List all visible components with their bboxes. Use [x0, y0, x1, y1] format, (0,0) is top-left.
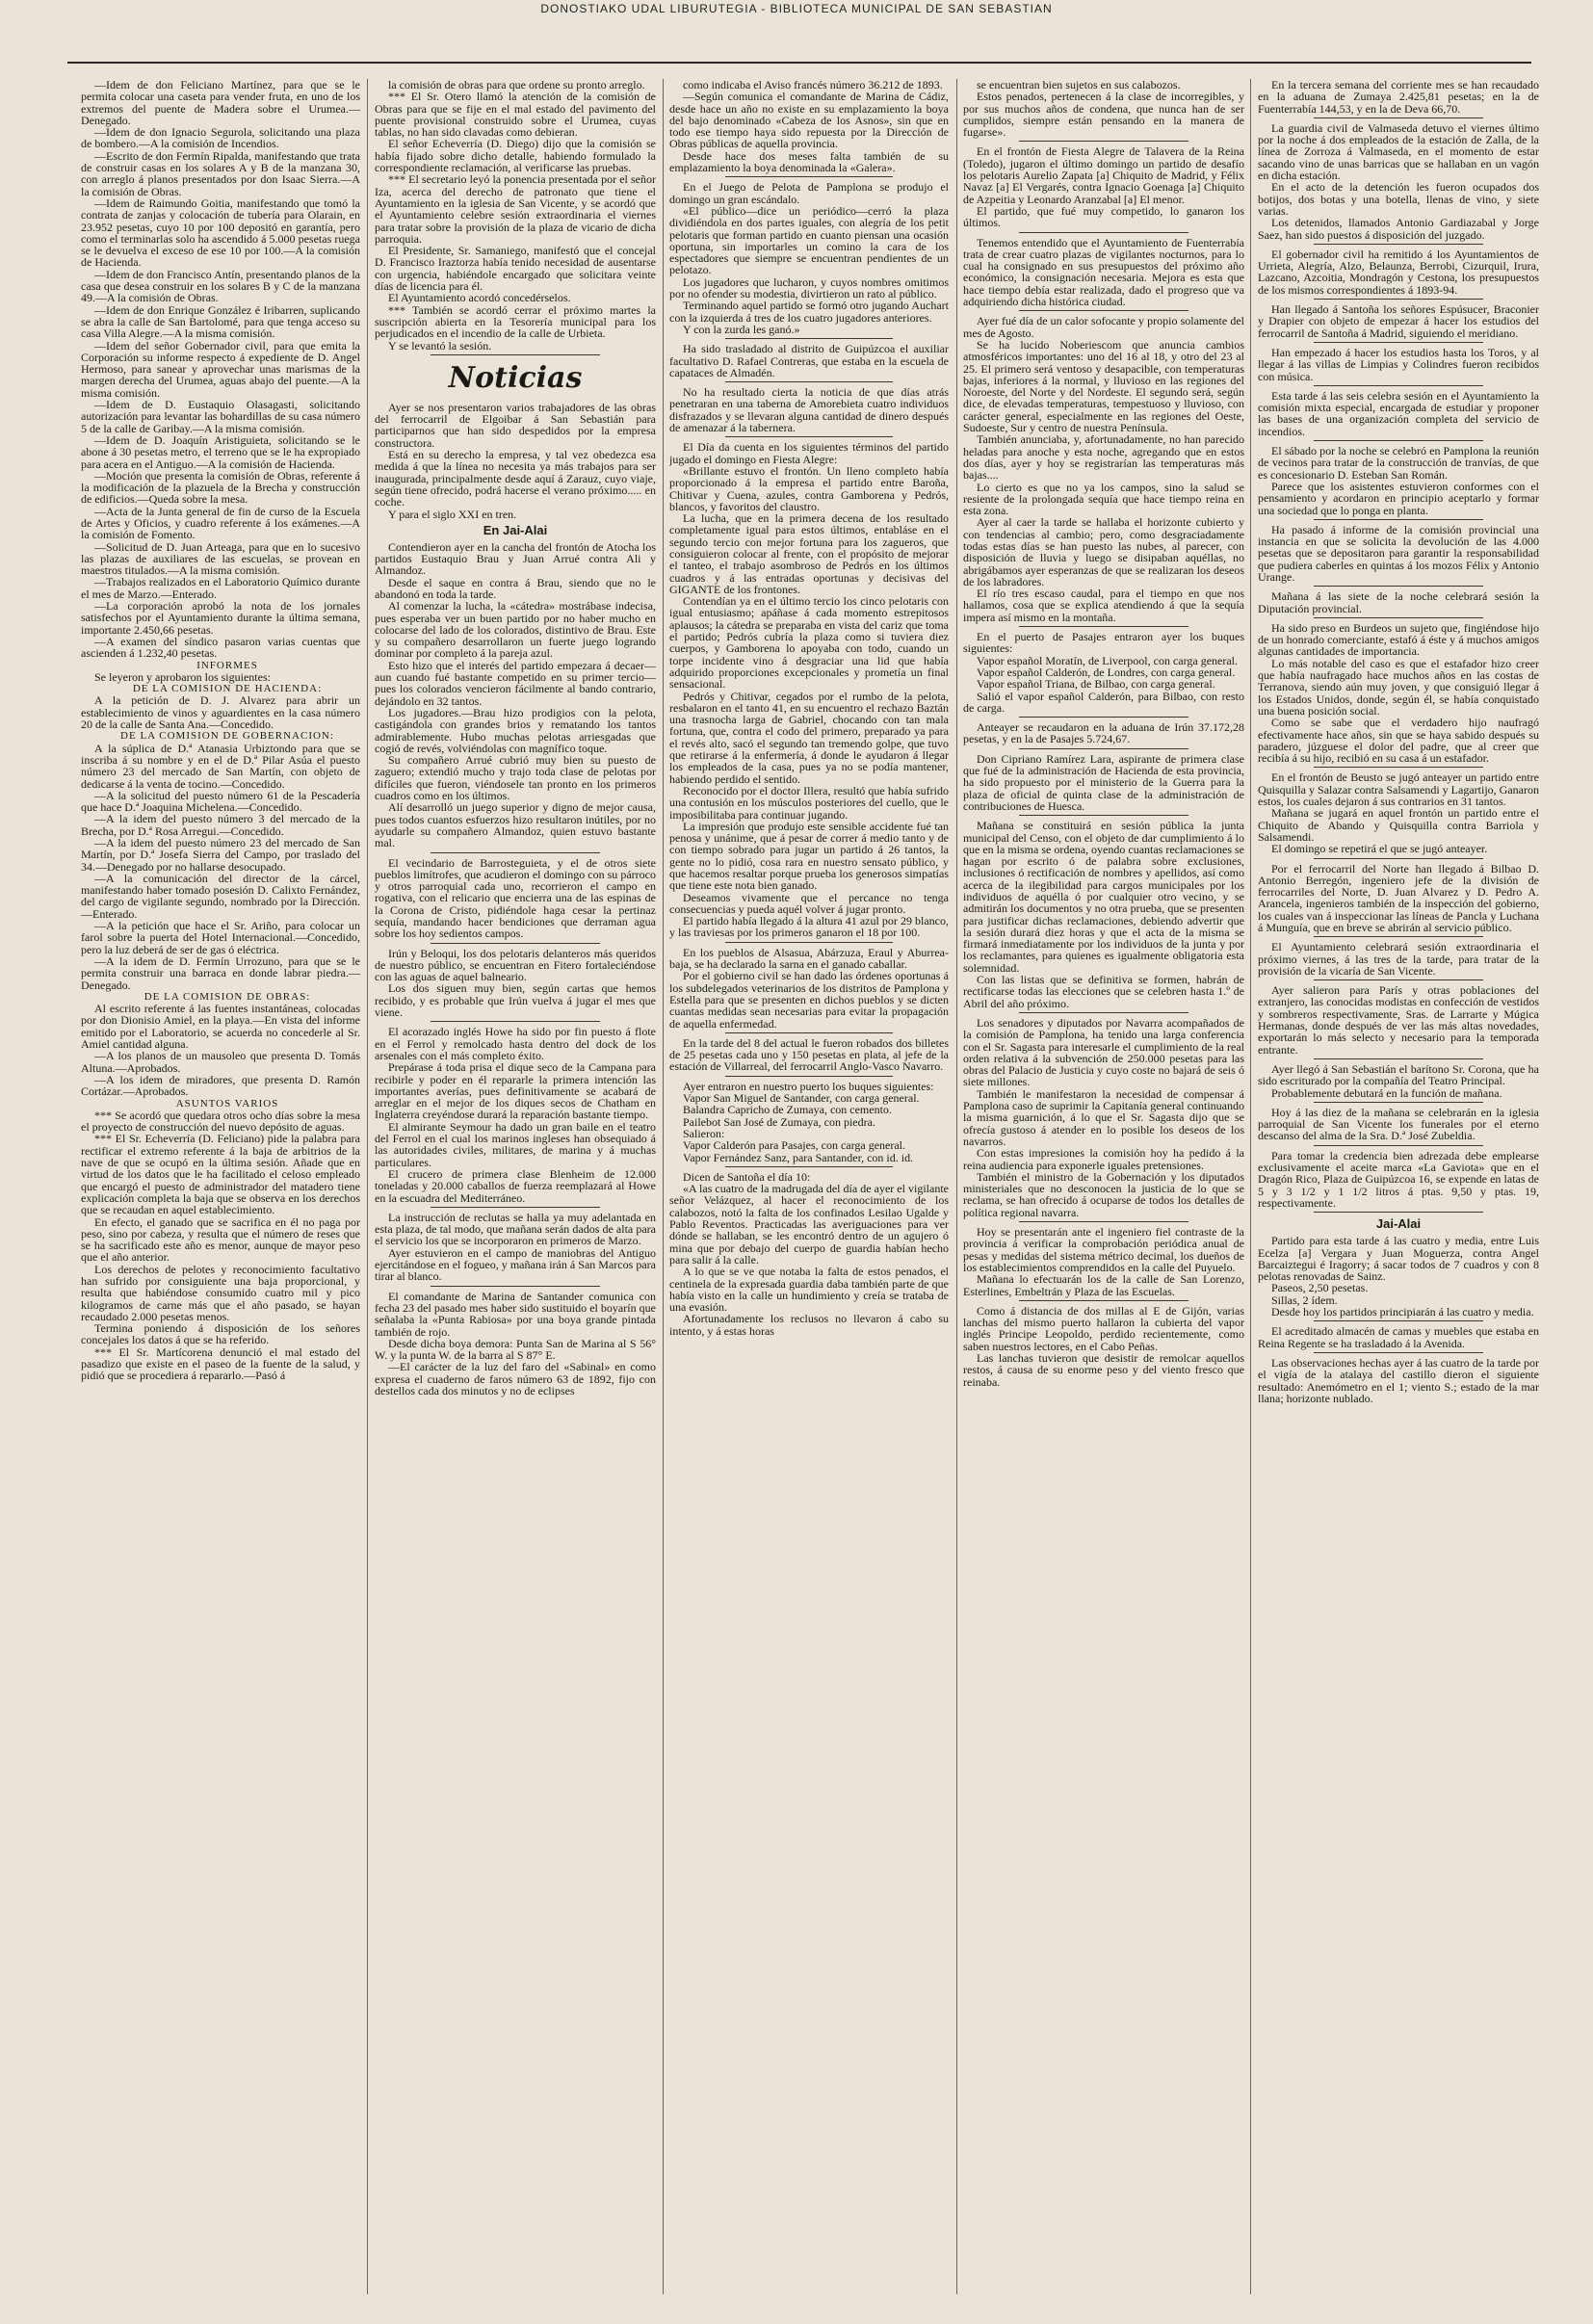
article-paragraph: Esta tarde á las seis celebra sesión en el Ayuntamiento la comisión mixta especial, encargada de estudiar y proponer las bases de una organización completa del servicio de incendios. — [1258, 388, 1539, 438]
column-2 — [375, 79, 656, 2304]
article-paragraph: —Solicitud de D. Juan Arteaga, para que en lo sucesivo las plazas de auxiliares de las escuelas, se provean en maestros titulados.—A la misma comisión. — [81, 539, 360, 578]
article-paragraph: El partido había llegado á la altura 41 azul por 29 blanco, y las traviesas por los primeros ganaron el 18 por 100. — [669, 914, 949, 940]
article-paragraph: Al escrito referente á las fuentes instantáneas, colocadas por don Dionisio Amiel, en la playa.—En vista del informe emitido por el Laboratorio, se acuerda no concederle al Sr. Amiel cantidad alguna. — [81, 1002, 360, 1052]
article-paragraph: Deseamos vivamente que el percance no tenga consecuencias y pueda aquél volver á jugar pronto. — [669, 890, 949, 916]
section-separator — [1314, 342, 1482, 343]
article-paragraph: —Idem de D. Eustaquio Olasagasti, solicitando autorización para levantar las bohardillas de su casa número 5 de la calle de Garibay.—A la misma comisión. — [81, 398, 360, 435]
section-separator — [725, 1076, 893, 1077]
article-paragraph: El almirante Seymour ha dado un gran baile en el teatro del Ferrol en el cual los marinos ingleses han obsequiado á las autoridades civiles, militares, de marina y á muchas particulares. — [375, 1119, 656, 1169]
section-separator — [1019, 626, 1188, 627]
article-paragraph: La guardia civil de Valmaseda detuvo el viernes último por la noche á dos empleados de la estación de Zalla, de la línea de Zorroza á Valmaseda, en el momento de estar sacando vino de unas barricas que se hallaban en un vagón en dicha estación. — [1258, 120, 1539, 183]
article-paragraph: *** El Sr. Otero llamó la atención de la comisión de Obras para que se fije en el mal estado del pavimento del puente provisional construido sobre el Urumea, cuyas tablas, no han sido clavadas como debieran. — [375, 90, 656, 140]
article-paragraph: —Trabajos realizados en el Laboratorio Químico durante el mes de Marzo.—Enterado. — [81, 575, 360, 601]
article-paragraph: *** El secretario leyó la ponencia presentada por el señor Iza, acerca del derecho de patronato que tiene el Ayuntamiento en la iglesia de San Vicente, y se acordó que el Ayuntamiento celebre sesión extraordinaria el viernes para tratar sobre la provisión de la plaza de vicario de dicha parroquia. — [375, 172, 656, 246]
article-paragraph: Vapor Fernández Sanz, para Santander, con id. id. — [683, 1150, 914, 1164]
article-paragraph: Mañana se jugará en aquel frontón un partido entre el Chiquito de Abando y Quisquilla contra Barriola y Salsamendi. — [1258, 806, 1539, 844]
article-paragraph: El señor Echeverría (D. Diego) dijo que la comisión se había fijado sobre dicho detalle, habiendo formulado la correspondiente reclamación, al verificarse las pruebas. — [375, 137, 656, 175]
article-paragraph: «A las cuatro de la madrugada del día de ayer el vigilante señor Velázquez, al hacer el reconocimiento de los calabozos, notó la falta de los confinados Lesilao Ugalde y Pablo Reventos. Practicadas las averiguaciones para ver dónde se hallaban, se les encontró dentro de un agujero ó mina que por debajo del cuerpo de guardia habían hecho para salir á la calle. — [669, 1182, 949, 1266]
section-separator — [1019, 717, 1188, 718]
article-paragraph: Ayer estuvieron en el campo de maniobras del Antiguo ejercitándose en el fogueo, y mañana irán á San Marcos para tirar al blanco. — [375, 1245, 656, 1284]
article-paragraph: «El público—dice un periódico—cerró la plaza dividiéndola en dos partes iguales, con alegría de los petit pelotaris que forman partido en cuanto piensan una ocasión oportuna, sin importarles un comino la cara de los espectadores que siempre se encuentran pendientes de un pelotazo. — [669, 203, 949, 277]
section-separator — [1019, 232, 1188, 233]
article-paragraph: Las lanchas tuvieron que desistir de remolcar aquellos restos, á causa de su enorme peso y del viento fresco que reinaba. — [963, 1350, 1244, 1389]
article-paragraph: —El carácter de la luz del faro del «Sabinal» en como expresa el cuaderno de faros número 63 de 1892, fijo con destellos cada dos minutos y no de eclipses — [375, 1360, 656, 1397]
section-separator — [1314, 1352, 1482, 1353]
article-paragraph: El Presidente, Sr. Samaniego, manifestó que el concejal D. Francisco Iraztorza había tenido necesidad de ausentarse con urgencia, habiéndole encargado que solicitara veinte días de licencia para él. — [375, 244, 656, 294]
article-paragraph: Con las listas que se definitiva se formen, habrán de rectificarse todas las elecciones que se celebren hasta 1.º de Abril del año próximo. — [963, 973, 1244, 1010]
article-paragraph: Vapor español Moratín, de Liverpool, con carga general. — [977, 653, 1239, 667]
article-paragraph: Desde dicha boya demora: Punta San de Marina al S 56° W. y la punta W. de la barra al S 87° E. — [375, 1336, 656, 1363]
section-separator — [1019, 1221, 1188, 1222]
article-paragraph: Alí desarrolló un juego superior y digno de mejor causa, pues todos cuantos esfuerzos hizo resultaron inútiles, por no ayudarle su compañero Almandoz, quien estuvo bastante mal. — [375, 800, 656, 850]
article-paragraph: También el ministro de la Gobernación y los diputados ministeriales que no desconocen la justicia de lo que se reclama, se han ofrecido á ocuparse de todos los detalles de política regional navarra. — [963, 1169, 1244, 1219]
subsection-heading: DE LA COMISION DE GOBERNACION: — [120, 730, 334, 743]
section-separator — [1019, 141, 1188, 142]
section-separator — [1019, 1300, 1188, 1301]
article-paragraph: Estos penados, pertenecen á la clase de incorregibles, y por sus muchos años de condena, que nunca han de ser cumplidos, siempre están pensando en la manera de fugarse». — [963, 90, 1244, 140]
article-paragraph: Y se levantó la sesión. — [388, 338, 492, 353]
article-paragraph: Prepárase á toda prisa el dique seco de la Campana para recibirle y poder en él repararle la primera intención las importantes averías, pues definitivamente se acabará de arreglar en el mejor de los diques secos de Chatham en Inglaterra creyéndose durará la reparación bastante tiempo. — [375, 1060, 656, 1122]
article-paragraph: El acreditado almacén de camas y muebles que estaba en Reina Regente se ha trasladado á la Avenida. — [1258, 1324, 1539, 1350]
article-paragraph: Pedrós y Chitivar, cegados por el rumbo de la pelota, resbalaron en el tanto 41, en su encuentro el rechazo Baztán una trasnocha larga de Gabriel, chocando con tan mala fortuna, que, contra el codo del primero, preparado ya para el revés alto, sacó el segundo tan tremendo golpe, que tuvo que retirarse á la enfermería, á donde le ayudaron á llegar los empleados de la casa, pues ya no se podía mantener, habiendo perdido el sentido. — [669, 689, 949, 786]
article-paragraph: Irún y Beloqui, los dos pelotaris delanteros más queridos de nuestro público, se encuentran en Fitero fortaleciéndose con las aguas de aquel balneario. — [375, 946, 656, 984]
section-separator — [1314, 519, 1482, 520]
article-paragraph: Por el ferrocarril del Norte han llegado á Bilbao D. Antonio Berregón, ingeniero jefe de la división de ferrocarriles del Norte, D. Juan Alvarez y D. Pedro A. Arancela, ingenieros también de la inspección del gobierno, los cuales van á inspeccionar las líneas de Pancla y Luchana á Munguía, que en breve se abrirán al servicio público. — [1258, 861, 1539, 934]
article-paragraph: Mañana lo efectuarán los de la calle de San Lorenzo, Esterlines, Embeltrán y Plaza de las Escuelas. — [963, 1272, 1244, 1298]
article-paragraph: A la súplica de D.ª Atanasia Urbiztondo para que se inscriba á su nombre y en el de D.ª Pilar Asúa el puesto número 23 del mercado de San Martín, con objeto de dedicarse á la venta de tocino.—Concedido. — [81, 741, 360, 791]
article-paragraph: Mañana se constituirá en sesión pública la junta municipal del Censo, con el objeto de dar cumplimiento á lo que en la misma se ordena, oyendo cuantas reclamaciones se hagan por escrito ó de palabra sobre exclusiones, inclusiones ó rectificación de nombres y apellidos, así como acerca de la ilegibilidad para cargos municipales por los individuos de aquélla ó por cualquier otro vecino, y se admitirán los documentos y no otra prueba, que se presenten para justificar dichas reclamaciones, debiendo advertir que la sesión durará diez horas y que el acta de la misma se firmará inmediatamente por los individuos de la junta y por los reclamantes, para quienes es igualmente obligatoria esta solemnidad. — [963, 819, 1244, 975]
article-paragraph: Está en su derecho la empresa, y tal vez obedezca esa medida á que la línea no necesita ya más trabajos para ser inaugurada, principalmente desde aquí á Zarauz, cuyo viaje, según tiene ofrecido, podrá hacerse el verano próximo..... en coche. — [375, 448, 656, 509]
article-paragraph: El comandante de Marina de Santander comunica con fecha 23 del pasado mes haber sido sustituido el boyarín que señalaba la «Punta Rabiosa» por una boya grande pintada también de rojo. — [375, 1289, 656, 1339]
article-paragraph: —Escrito de don Fermín Ripalda, manifestando que trata de construir casas en los solares A y B de la manzana 30, con arreglo á planos presentados por don Isaac Sierra.—A la comisión de Obras. — [81, 148, 360, 198]
section-separator — [1314, 440, 1482, 441]
article-paragraph: Paseos, 2,50 pesetas. — [1271, 1281, 1369, 1295]
article-paragraph: Hoy se presentarán ante el ingeniero fiel contraste de la provincia á verificar la comprobación periódica anual de pesas y medidas del sistema métrico decimal, los dueños de los establecimientos comprendidos en la calle del Puyuelo. — [963, 1225, 1244, 1274]
section-separator — [431, 943, 599, 944]
article-paragraph: El partido, que fué muy competido, lo ganaron los últimos. — [963, 203, 1244, 230]
section-separator — [1019, 815, 1188, 816]
column-divider — [367, 79, 368, 2294]
article-paragraph: En el frontón de Beusto se jugó anteayer un partido entre Quisquilla y Salazar contra Salsamendi y Lagartijo, Ganaron estos, los cuales dejaron á sus contrarios en 31 tantos. — [1258, 770, 1539, 809]
section-separator — [1314, 858, 1482, 859]
article-paragraph: —Idem de don Francisco Antín, presentando planos de la casa que desea construir en los solares B y C de la manzana 49.—A la comisión de Obras. — [81, 267, 360, 305]
article-paragraph: En la tarde del 8 del actual le fueron robados dos billetes de 25 pesetas cada uno y 150 pesetas en plata, al jefe de la estación de Villarreal, del ferrocarril Anglo-Vasco Navarro. — [669, 1035, 949, 1074]
section-separator — [1314, 1212, 1482, 1213]
article-paragraph: Salieron: — [683, 1126, 725, 1140]
article-paragraph: La impresión que produjo este sensible accidente fué tan penosa y unánime, que á pesar de correr á medio tanto y de con tiempo sobrado para jugar un partido á 26 tantos, la gente no lo pidió, cosa rara en nuestro sensato público, y que hacemos resaltar porque prueba los generosos simpatías que tiene este nota bien ganado. — [669, 819, 949, 893]
column-1 — [81, 79, 360, 2304]
article-paragraph: Para tomar la credencia bien adrezada debe emplearse exclusivamente el aceite marca «La Gaviota» que en el Dragón Rico, Plaza de Guipúzcoa 16, se expende en latas de 5 y 3 1/2 y 1 1/2 litros á ptas. 9,50 y ptas. 19, respectivamente. — [1258, 1148, 1539, 1210]
section-separator — [1314, 1145, 1482, 1146]
article-paragraph: —Idem de Raimundo Goitia, manifestando que tomó la contrata de zanjas y colocación de tubería para Olarain, en 23.952 pesetas, cuyo 10 por 100 depositó en garantía, pero como el terminarlas solo ha ascendido á 5.000 pesetas ruega se le devuelva el exceso de ese 10 por 100.—A la comisión de Hacienda. — [81, 196, 360, 270]
article-paragraph: Ha pasado á informe de la comisión provincial una instancia en que se solicita la devolución de las 4.000 pesetas que se depositaron para garantir la responsabilidad que pudiera caberles en quintas á los mozos Félix y Antonio Urange. — [1258, 522, 1539, 584]
archive-watermark-header: DONOSTIAKO UDAL LIBURUTEGIA - BIBLIOTECA MUNICIPAL DE SAN SEBASTIAN — [540, 2, 1053, 15]
article-paragraph: El Día da cuenta en los siguientes términos del partido jugado el domingo en Fiesta Alegre: — [669, 440, 949, 466]
section-separator — [1314, 767, 1482, 768]
section-separator — [725, 436, 893, 437]
section-separator — [1314, 1102, 1482, 1103]
article-paragraph: A la petición de D. J. Alvarez para abrir un establecimiento de vinos y aguardientes en la casa número 20 de la calle de Santa Ana.—Concedido. — [81, 693, 360, 732]
column-5 — [1258, 79, 1539, 2304]
article-paragraph: El crucero de primera clase Blenheim de 12.000 toneladas y 20.000 caballos de fuerza reemplazará al Howe en la escuadra del Mediterráneo. — [375, 1166, 656, 1205]
article-paragraph: Hoy á las diez de la mañana se celebrarán en la iglesia parroquial de San Vicente los funerales por el eterno descanso del alma de la Sra. D.ª José Zubeldia. — [1258, 1105, 1539, 1143]
article-paragraph: —La corporación aprobó la nota de los jornales satisfechos por el Ayuntamiento durante la última semana, importante 2.450,66 pesetas. — [81, 599, 360, 637]
section-separator — [431, 852, 599, 853]
subsection-heading: DE LA COMISION DE OBRAS: — [144, 990, 311, 1003]
article-paragraph: Ha sido trasladado al distrito de Guipúzcoa el auxiliar facultativo D. Rafael Contreras, que estaba en la escuela de capataces de Almadén. — [669, 342, 949, 379]
article-paragraph: Reconocido por el doctor Illera, resultó que había sufrido una contusión en los músculos posteriores del cuello, que le imposibilitaba para continuar jugando. — [669, 783, 949, 822]
article-paragraph: Y para el siglo XXI en tren. — [388, 507, 517, 521]
article-paragraph: Ayer salieron para París y otras poblaciones del extranjero, las conocidas modistas en confección de vestidos y sombreros respectivamente, Sras. de Larrarte y Múgica Hermanas, donde después de ver las más altas novedades, exportarán lo más selecto y necesario para la temporada entrante. — [1258, 983, 1539, 1057]
article-paragraph: Vapor español Triana, de Bilbao, con carga general. — [977, 677, 1215, 692]
article-paragraph: Y con la zurda les ganó.» — [683, 322, 800, 336]
section-separator — [1314, 586, 1482, 587]
article-paragraph: El gobernador civil ha remitido á los Ayuntamientos de Urrieta, Alegría, Alzo, Belaunza, Berrobi, Cizurquil, Irura, Lazcano, Azcoitia, Mondragón y Cestona, los presupuestos de los mismos correspondientes á 1893-94. — [1258, 247, 1539, 297]
subsection-heading: DE LA COMISION DE HACIENDA: — [132, 683, 323, 695]
article-paragraph: La instrucción de reclutas se halla ya muy adelantada en esta plaza, de tal modo, que mañana serán dados de alta para el servicio los que se incorporaron en primeros de Marzo. — [375, 1210, 656, 1248]
section-separator — [1314, 936, 1482, 937]
section-separator — [1314, 1320, 1482, 1321]
section-masthead: Noticias — [448, 360, 583, 395]
article-paragraph: Contendían ya en el último tercio los cinco pelotaris con igual entusiasmo; apáñase á cada momento estrepitosos aplausos; la cátedra se preparaba en vista del cariz que toma el partido; Pedrós cubría la plaza como si tuviera diez cuerpos, y Gamborena lo apoyaba con todo, cuando un torpe incidente vino á desgraciar una lid que había adquirido proporciones excepcionales y prometía un final sensacional. — [669, 594, 949, 692]
article-paragraph: Las observaciones hechas ayer á las cuatro de la tarde por el vigía de la atalaya del castillo dieron el siguiente resultado: Anemómetro en el 1; viento S.; estado de la mar llana; horizonte nublado. — [1258, 1355, 1539, 1405]
article-paragraph: A lo que se ve que notaba la falta de estos penados, el centinela de la expresada guardia daba también parte de que había visto en la calle un hundimiento y creía se trataba de una evasión. — [669, 1265, 949, 1315]
article-paragraph: Ayer al caer la tarde se hallaba el horizonte cubierto y con tendencias al cambio; pero, como desgraciadamente todas estas días se han puesto las nubes, al parecer, con disposición de lluvia y luego se disipaban aquéllas, no abrigábamos ayer esperanzas de que se realizaran los deseos de los labradores. — [963, 515, 1244, 588]
article-paragraph: como indicaba el Aviso francés número 36.212 de 1893. — [683, 79, 943, 91]
article-paragraph: La lucha, que en la primera decena de los resultado completamente igual para estos últimos, entabláse en el segundo tercio con mejor fortuna para los zagueros, que consiguieron colocar al frente, con el propósito de mejorar el tanteo, el trabajo asombroso de Pedrós en los últimos cuadros y á las entradas oportunas y decisivas del GIGANTE de los frontones. — [669, 511, 949, 596]
article-paragraph: —A la petición que hace el Sr. Ariño, para colocar un farol sobre la puerta del Hotel Internacional.—Concedido, pero la luz deberá de ser de gas ó eléctrica. — [81, 919, 360, 956]
section-separator — [725, 381, 893, 382]
section-separator — [725, 1032, 893, 1033]
article-paragraph: Balandra Capricho de Zumaya, con cemento. — [683, 1103, 892, 1117]
article-paragraph: Parece que los asistentes estuvieron conformes con el pensamiento y acordaron en principio aceptarlo y formar una sociedad que lo ponga en planta. — [1258, 479, 1539, 517]
article-paragraph: *** El Sr. Echeverría (D. Feliciano) pide la palabra para rectificar el extremo referente á la baja de arbitrios de la nave de que se ocupó en la última sesión. Añade que en virtud de los datos que le ha facilitado el celoso empleado que encargó el puesto de administrador del matadero tiene explicación completa la baja que se observa en los derechos que se recaudan en aquel establecimiento. — [81, 1132, 360, 1217]
article-paragraph: Vapor Calderón para Pasajes, con carga general. — [683, 1138, 906, 1153]
article-paragraph: —Moción que presenta la comisión de Obras, referente á la modificación de la plazuela de la Brecha y construcción de edificios.—Queda sobre la mesa. — [81, 468, 360, 507]
article-paragraph: Afortunadamente los reclusos no llevaron á cabo su intento, y á estas horas — [669, 1312, 949, 1338]
article-paragraph: Desde el saque en contra á Brau, siendo que no le abandonó en toda la tarde. — [375, 575, 656, 601]
article-paragraph: —A examen del síndico pasaron varias cuentas que ascienden á 1.232,40 pesetas. — [81, 634, 360, 661]
article-paragraph: —A la idem de D. Fermín Urrozuno, para que se le permita construir una barraca en donde labrar piedra.—Denegado. — [81, 953, 360, 992]
article-paragraph: Mañana á las siete de la noche celebrará sesión la Diputación provincial. — [1258, 589, 1539, 615]
article-paragraph: Los detenidos, llamados Antonio Gardiazabal y Jorge Saez, han sido puestos á disposición del juzgado. — [1258, 216, 1539, 242]
article-paragraph: También le manifestaron la necesidad de compensar á Pamplona caso de suprimir la Capitanía general continuando la misma guarnición, á lo que el Sr. Sagasta dijo que se ofrecía gustoso á atender en lo posible los deseos de los navarros. — [963, 1086, 1244, 1148]
section-separator — [431, 1286, 599, 1287]
subsection-heading: INFORMES — [196, 659, 258, 671]
article-paragraph: Los derechos de pelotes y reconocimiento facultativo han sufrido por consiguiente una baja proporcional, y resulta que habiéndose consumido cuatro mil y pico kilogramos de carne más que el año pasado, se hayan recaudado 2.000 pesetas menos. — [81, 1262, 360, 1323]
article-paragraph: —Idem de don Feliciano Martínez, para que se le permita colocar una caseta para vender fruta, en uno de los extremos del puente de Madera sobre el Urumea.—Denegado. — [81, 79, 360, 127]
article-paragraph: El Ayuntamiento acordó concedérselos. — [388, 291, 571, 305]
article-paragraph: En efecto, el ganado que se sacrifica en él no paga por peso, sino por cabeza, y resulta que el número de reses que se ha sacrificado este año es menor, aunque de mayor peso que el año anterior. — [81, 1214, 360, 1265]
column-divider — [1250, 79, 1251, 2294]
article-paragraph: Han llegado á Santoña los señores Espúsucer, Braconier y Drapier con objeto de empezar á hacer los estudios del ferrocarril de Santoña á Madrid, siguiendo el meridiano. — [1258, 302, 1539, 340]
article-paragraph: Como á distancia de dos millas al E de Gijón, varias lanchas del mismo puerto hallaron la cubierta del vapor inglés Principe Leopoldo, perdido recientemente, como saben nuestros lectores, en el Cabo Peñas. — [963, 1303, 1244, 1353]
top-rule — [67, 62, 1531, 64]
article-paragraph: En los pueblos de Alsasua, Abárzuza, Eraul y Aburrea-baja, se ha declarado la sarna en el ganado caballar. — [669, 945, 949, 972]
article-paragraph: Contendieron ayer en la cancha del frontón de Atocha los partidos Eustaquio Brau y Juan Arrué contra Ali y Almandoz. — [375, 539, 656, 578]
article-paragraph: Lo cierto es que no ya los campos, sino la salud se resiente de la prolongada sequía que hace tiempo reina en esta zona. — [963, 480, 1244, 518]
article-paragraph: Como se sabe que el verdadero hijo naufragó efectivamente hace años, sin que se haya sabido después su paradero, júzguese el dolor del padre, que al creer que recibía á su hijo, recibió en su casa á un estafador. — [1258, 716, 1539, 766]
section-heading: Jai-Alai — [1375, 1216, 1422, 1232]
section-separator — [1314, 299, 1482, 300]
article-paragraph: Han empezado á hacer los estudios hasta los Toros, y al llegar á las villas de Limpias y Colindres fueron recibidos con música. — [1258, 345, 1539, 383]
section-separator — [1314, 617, 1482, 618]
article-paragraph: —A la comunicación del director de la cárcel, manifestando haber tomado posesión D. Calixto Fernández, del cargo de vigilante segundo, nombrado por la Dirección.—Enterado. — [81, 871, 360, 921]
article-paragraph: «Brillante estuvo el frontón. Un lleno completo había proporcionado á la empresa el partido entre Baroña, Chitivar y Cuena, azules, contra Gamborena y Pedrós, blancos, y favoritos del claustro. — [669, 463, 949, 513]
article-paragraph: —A la solicitud del puesto número 61 de la Pescadería que hace D.ª Joaquina Michelena.—Concedido. — [81, 788, 360, 815]
article-paragraph: Al comenzar la lucha, la «cátedra» mostrábase indecisa, pues esperaba ver un buen partido por no haber mucho en colocarse del lado de los colorados, distintivo de Brau. Este y su compañero desarrollaron un fuerte juego logrando dominar por completo á la pareja azul. — [375, 599, 656, 661]
article-paragraph: El río tres escaso caudal, para el tiempo en que nos hallamos, cosa que se explica atendiendo á que la sequía impera así mismo en la montaña. — [963, 587, 1244, 624]
article-paragraph: *** Se acordó que quedara otros ocho días sobre la mesa el proyecto de construcción del nuevo depósito de aguas. — [81, 1108, 360, 1135]
article-paragraph: —Idem de D. Joaquín Aristiguieta, solicitando se le abone á 30 pesetas metro, el terreno que se le ha expropiado para acera en el Antiguo.—A la comisión de Hacienda. — [81, 432, 360, 471]
article-paragraph: No ha resultado cierta la noticia de que días atrás penetraran en una taberna de Amorebieta cuatro individuos disfrazados y se llevaran alguna cantidad de dinero después de amenazar á la tabernera. — [669, 385, 949, 435]
article-paragraph: —Idem de don Enrique González é Iribarren, suplicando se abra la calle de San Bartolomé, para que tenga acceso su casa Villa Alegre.—A la misma comisión. — [81, 302, 360, 341]
article-paragraph: Termina poniendo á disposición de los señores concejales los datos á que se ha referido. — [81, 1321, 360, 1347]
section-separator — [1314, 1058, 1482, 1059]
article-paragraph: *** También se acordó cerrar el próximo martes la suscripción abierta en la Tesorería municipal para los perjudicados en el incendio de la calle de Urbieta. — [375, 302, 656, 341]
article-paragraph: Probablemente debutará en la función de mañana. — [1271, 1085, 1502, 1100]
section-separator — [1019, 310, 1188, 311]
article-paragraph: Sillas, 2 ídem. — [1271, 1293, 1338, 1307]
article-paragraph: —Acta de la Junta general de fin de curso de la Escuela de Artes y Oficios, y cuadro referente á los exámenes.—A la comisión de Fomento. — [81, 504, 360, 542]
article-paragraph: Se leyeron y aprobaron los siguientes: — [94, 669, 271, 684]
article-paragraph: se encuentran bien sujetos en sus calabozos. — [977, 79, 1181, 91]
article-paragraph: Su compañero Arrué cubrió muy bien su puesto de zaguero; extendió mucho y trajo toda clase de pelotas por difíciles que fueron, viéndosele tan pronto en los primeros cuadros como en los últimos. — [375, 753, 656, 803]
section-heading: En Jai-Alai — [483, 522, 548, 537]
section-separator — [1019, 1012, 1188, 1013]
section-separator — [431, 354, 599, 355]
article-paragraph: El Ayuntamiento celebrará sesión extraordinaria el próximo viernes, á las tres de la tarde, para tratar de la provisión de la vicaría de San Vicente. — [1258, 940, 1539, 978]
article-paragraph: —A los planos de un mausoleo que presenta D. Tomás Altuna.—Aprobados. — [81, 1049, 360, 1075]
section-separator — [1314, 979, 1482, 980]
article-paragraph: *** El Sr. Martícorena denunció el mal estado del pasadizo que existe en el paseo de la fuente de la salud, y pidió que se procediera á repararlo.—Pasó á — [81, 1345, 360, 1383]
article-paragraph: Vapor San Miguel de Santander, con carga general. — [683, 1091, 920, 1106]
article-paragraph: En el acto de la detención les fueron ocupados dos botijos, dos botas y una botella, llenas de vino, y siete varias. — [1258, 180, 1539, 218]
column-divider — [663, 79, 664, 2294]
section-separator — [1314, 385, 1482, 386]
article-paragraph: Esto hizo que el interés del partido empezara á decaer—aun cuando fué bastante competido en su primer tercio—pues los colorados vencieron fácilmente al bando contrario, dejándolo en 32 tantos. — [375, 658, 656, 708]
article-paragraph: En el puerto de Pasajes entraron ayer los buques siguientes: — [963, 630, 1244, 656]
section-separator — [1314, 244, 1482, 245]
article-paragraph: Terminando aquel partido se formó otro jugando Auchart con la izquierda á tres de los cuatro jugadores anteriores. — [669, 299, 949, 325]
article-paragraph: El sábado por la noche se celebró en Pamplona la reunión de vecinos para tratar de la construcción de tranvías, de que es concesionario D. Esteban San Román. — [1258, 444, 1539, 482]
article-paragraph: El domingo se repetirá el que se jugó anteayer. — [1271, 842, 1488, 856]
article-paragraph: —Según comunica el comandante de Marina de Cádiz, desde hace un año no existe en su emplazamiento la boya del bajo denominado «Cabeza de los Asnos», sin que en todo ese tiempo haya sido repuesta por la Dirección de Obras públicas de aquella provincia. — [669, 90, 949, 151]
article-paragraph: Tenemos entendido que el Ayuntamiento de Fuenterrabía trata de crear cuatro plazas de vigilantes nocturnos, para lo cual ha consignado en sus presupuestos del próximo año económico, la consignación necesaria. Mejora es esta que hace tiempo debía estar realizada, dado el progreso que va adquiriendo dicha histórica ciudad. — [963, 235, 1244, 309]
article-paragraph: Lo más notable del caso es que el estafador hizo creer que había naufragado hace muchos años en las costas de Terranova, siendo aún muy joven, y que consiguió llegar á los Estados Unidos, donde, según él, se había conquistado una buena posición social. — [1258, 656, 1539, 718]
section-separator — [725, 338, 893, 339]
section-separator — [1019, 748, 1188, 749]
article-paragraph: Don Cipriano Ramírez Lara, aspirante de primera clase que fué de la administración de Hacienda de esta provincia, ha sido propuesto por el ministerio de la Guerra para la plaza de oficial de quinta clase de la administración de contribuciones de Huesca. — [963, 751, 1244, 813]
article-paragraph: Desde hace dos meses falta también de su emplazamiento la boya denominada la «Galera». — [669, 148, 949, 175]
article-paragraph: Pailebot San José de Zumaya, con piedra. — [683, 1114, 875, 1129]
article-paragraph: El acorazado inglés Howe ha sido por fin puesto á flote en el Ferrol y remolcado hasta dentro del dock de los arsenales con el más completo éxito. — [375, 1025, 656, 1062]
section-separator — [725, 1166, 893, 1167]
section-separator — [431, 1021, 599, 1022]
article-paragraph: Los jugadores.—Brau hizo prodigios con la pelota, castigándola con grandes brios y rematando los tantos admirablemente. Hubo muchas pelotas arriesgadas que cogió de revés, volviéndolas con magnífico toque. — [375, 705, 656, 755]
article-paragraph: En la tercera semana del corriente mes se han recaudado en la aduana de Zumaya 2.425,81 pesetas; en la de Fuenterrabía 144,53, y en la de Deva 66,70. — [1258, 79, 1539, 116]
column-divider — [956, 79, 957, 2294]
column-3 — [669, 79, 949, 2304]
article-paragraph: Por el gobierno civil se han dado las órdenes oportunas á los subdelegados veterinarios de los distritos de Pamplona y Estella para que se presenten en dichos pueblos y se dicten cuantas medidas sean necesarias para evitar la propagación de aquella enfermedad. — [669, 969, 949, 1031]
article-paragraph: En el Juego de Pelota de Pamplona se produjo el domingo un gran escándalo. — [669, 180, 949, 206]
article-paragraph: También anunciaba, y, afortunadamente, no han parecido heladas para anoche y esta noche, agregando que en estos dos días, ayer y hoy se registrarían las temperaturas más bajas.... — [963, 432, 1244, 483]
article-paragraph: Ayer se nos presentaron varios trabajadores de las obras del ferrocarril de Elgoibar á San Sebastián para participarnos que han sido despedidos por la empresa constructora. — [375, 400, 656, 450]
article-paragraph: la comisión de obras para que ordene su pronto arreglo. — [388, 79, 645, 91]
subsection-heading: ASUNTOS VARIOS — [175, 1097, 279, 1110]
article-paragraph: Los jugadores que lucharon, y cuyos nombres omitimos por no ofender su modestia, divirtieron un rato al público. — [669, 274, 949, 301]
article-paragraph: Dicen de Santoña el día 10: — [683, 1169, 811, 1184]
article-paragraph: Los senadores y diputados por Navarra acompañados de la comisión de Pamplona, ha tenido una larga conferencia con el Sr. Sagasta para interesarle el cumplimiento de la real orden relativa á la subvención de 250.000 pesetas para las obras del Palacio de Justicia y cuyo coste no bajará de seis ó siete millones. — [963, 1015, 1244, 1089]
section-separator — [431, 1207, 599, 1208]
article-paragraph: El vecindario de Barrosteguieta, y el de otros siete pueblos limítrofes, que acudieron el domingo con su párroco y otros parroquial cada uno, recorrieron el campo en rogativa, con el relicario que encierra una de las espinas de la Corona de Cristo, pidiéndole haga cesar la pertinaz sequía, mandando hacer bendiciones que derraman agua sobre los hoy sedientos campos. — [375, 855, 656, 941]
article-paragraph: Con estas impresiones la comisión hoy ha pedido á la reina audiencia para exponerle iguales pretensiones. — [963, 1146, 1244, 1172]
article-paragraph: —Idem del señor Gobernador civil, para que emita la Corporación su informe respecto á expediente de D. Angel Hermoso, para sanear y aprovechar unas marismas de la margen derecha del Urumea, aguas abajo del puente.—A la misma comisión. — [81, 338, 360, 400]
article-paragraph: —A los idem de miradores, que presenta D. Ramón Cortázar.—Aprobados. — [81, 1072, 360, 1099]
article-paragraph: —Idem de don Ignacio Segurola, solicitando una plaza de bombero.—A la comisión de Incendios. — [81, 125, 360, 151]
article-paragraph: Ayer entraron en nuestro puerto los buques siguientes: — [683, 1079, 934, 1093]
article-paragraph: Salió el vapor español Calderón, para Bilbao, con resto de carga. — [963, 689, 1244, 715]
article-paragraph: Ayer llegó á San Sebastián el barítono Sr. Corona, que ha sido escriturado por la compañía del Teatro Principal. — [1258, 1061, 1539, 1088]
article-paragraph: Desde hoy los partidos principiarán á las cuatro y media. — [1271, 1305, 1534, 1319]
column-4 — [963, 79, 1244, 2304]
section-separator — [725, 176, 893, 177]
article-paragraph: Los dos siguen muy bien, según cartas que hemos recibido, y es probable que Irún vuelva á jugar el mes que viene. — [375, 981, 656, 1020]
article-paragraph: Ha sido preso en Burdeos un sujeto que, fingiéndose hijo de un honrado comerciante, estafó á éste y á muchos amigos algunas cantidades de importancia. — [1258, 620, 1539, 659]
article-paragraph: Se ha lucido Noberiescom que anuncia cambios atmosféricos importantes: uno del 16 al 18, y otro del 23 al 25. El primero será ventoso y desapacible, con temperaturas bajas, inferiores á la normal, y lluvioso en las regiones del Noroeste, del Norte y del Nordeste. El segundo será, según dice, de elevadas temperaturas, tempestuoso y lluvioso, con carácter general, especialmente en las regiones del Oeste, Sudoeste, Sur y centro de nuestra Península. — [963, 337, 1244, 435]
article-paragraph: —A la idem del puesto número 23 del mercado de San Martín, por D.ª Josefa Sierra del Campo, por traslado del 34.—Denegado por no hallarse desocupado. — [81, 836, 360, 874]
section-separator — [725, 942, 893, 943]
article-paragraph: Anteayer se recaudaron en la aduana de Irún 37.172,28 pesetas, y en la de Pasajes 5.724,67. — [963, 720, 1244, 746]
article-paragraph: Partido para esta tarde á las cuatro y media, entre Luis Ecelza [a] Vergara y Juan Moguerza, contra Angel Barcaiztegui é Iragorry; á sacar todos de 7 cuadros y con 8 pelotas renovadas de Sainz. — [1258, 1234, 1539, 1284]
article-paragraph: En el frontón de Fiesta Alegre de Talavera de la Reina (Toledo), jugaron el último domingo un partido de desafío los pelotaris Aurelio Zapata [a] Chiquito de Madrid, y Félix Navaz [a] El Vergarés, contra Ignacio Goenaga [a] Chiquito de Azpeitia y Leonardo Aranzabal [a] El menor. — [963, 144, 1244, 206]
article-paragraph: —A la idem del puesto número 3 del mercado de la Brecha, por D.ª Rosa Arregui.—Concedido. — [81, 812, 360, 838]
article-paragraph: Ayer fué día de un calor sofocante y propio solamente del mes de Agosto. — [963, 314, 1244, 340]
article-paragraph: Vapor español Calderón, de Londres, con carga general. — [977, 665, 1236, 679]
